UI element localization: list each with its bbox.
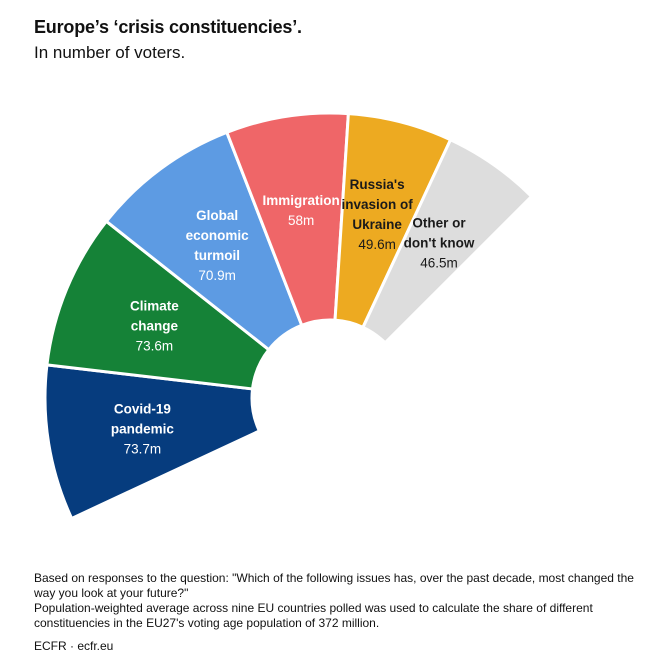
chart-subtitle: In number of voters. xyxy=(34,43,186,62)
slice-label-4-line-1: invasion of xyxy=(341,196,413,212)
slice-label-2-line-0: Global xyxy=(196,208,239,224)
footnotes xyxy=(34,571,634,631)
slice-label-2-line-1: economic xyxy=(185,228,249,244)
slice-label-3-line-0: Immigration xyxy=(262,193,340,209)
slice-value-2: 70.9m xyxy=(198,268,236,284)
slice-value-5: 46.5m xyxy=(420,255,458,271)
slice-value-0: 73.7m xyxy=(123,441,162,457)
slice-label-4-line-0: Russia's xyxy=(349,176,405,192)
slice-value-4: 49.6m xyxy=(358,236,396,252)
slice-label-1-line-0: Climate xyxy=(130,298,179,314)
slice-label-0-line-0: Covid-19 xyxy=(113,401,171,417)
slice-label-2-line-2: turmoil xyxy=(194,248,240,264)
chart-title: Europe’s ‘crisis constituencies’. xyxy=(34,17,302,37)
slice-label-5-line-0: Other or xyxy=(412,215,466,231)
footnote-method: Population-weighted average across nine EU countries polled was used to calculate the share of different constituencies in the EU27's voting age population of 372 million. xyxy=(34,601,593,630)
slice-value-1: 73.6m xyxy=(135,338,174,354)
footnote-question: Based on responses to the question: "Which of the following issues has, over the past decade, most changed the way you look at your future?" xyxy=(34,571,634,600)
slice-label-0-line-1: pandemic xyxy=(110,421,174,437)
slice-label-group-1 xyxy=(130,298,179,353)
slice-label-4-line-2: Ukraine xyxy=(352,216,402,232)
source-credit: ECFR · ecfr.eu xyxy=(34,639,114,653)
slice-value-3: 58m xyxy=(287,213,315,229)
slice-label-5-line-1: don't know xyxy=(403,235,475,251)
slice-label-1-line-1: change xyxy=(130,318,179,334)
